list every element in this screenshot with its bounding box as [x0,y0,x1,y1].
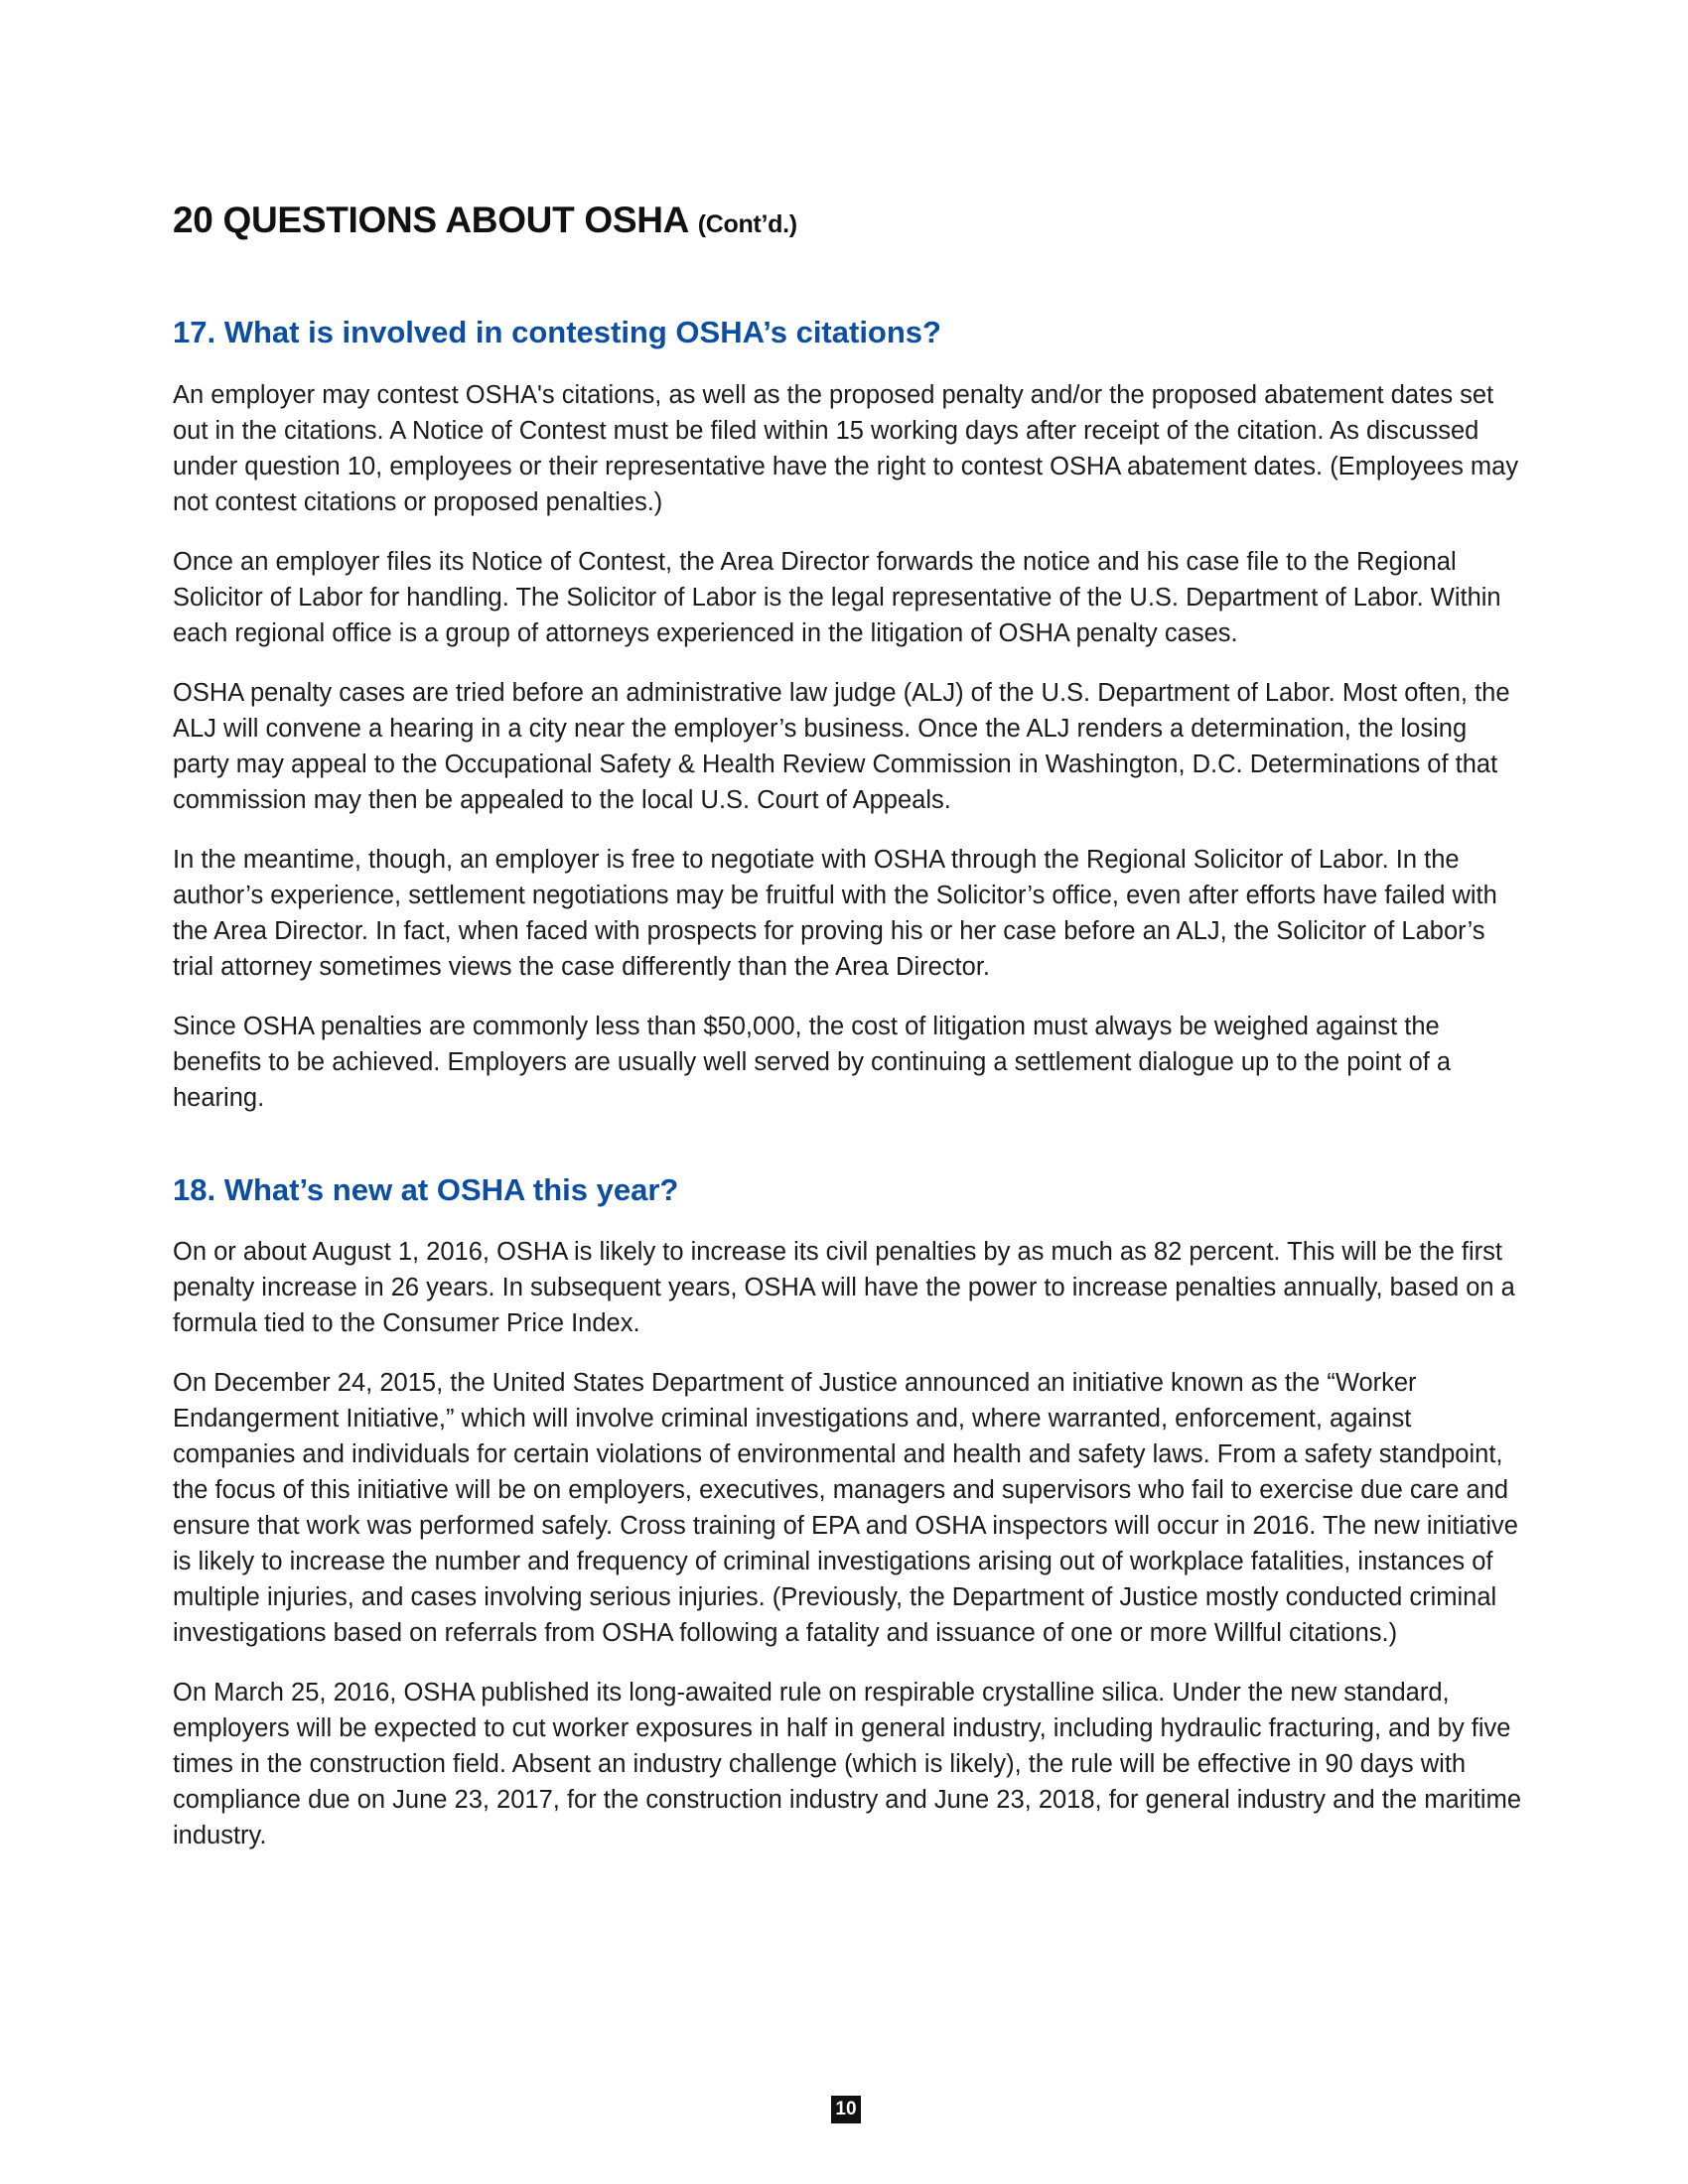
question-17-paragraph-4: In the meantime, though, an employer is free to negotiate with OSHA through the Regional Solicitor of Labor. In the author’s experience, settlement negotiations may be fruitful with the Solicitor’s office, even after efforts have failed with the Area Director. In fact, when faced with prospects for proving his or her case before an ALJ, the Solicitor of Labor’s trial attorney sometimes views the case differently than the Area Director. [173,845,1497,981]
question-17-paragraph-5: Since OSHA penalties are commonly less than $50,000, the cost of litigation must always be weighed against the benefits to be achieved. Employers are usually well served by continuing a settlement dialogue up to the point of a hearing. [173,1012,1452,1112]
question-18-paragraph-3: On March 25, 2016, OSHA published its long-awaited rule on respirable crystalline silica. Under the new standard, employers will be expected to cut worker exposures in half in general industry, including hydraulic fracturing, and by five times in the construction field. Absent an industry challenge (which is likely), the rule will be effective in 90 days with compliance due on June 23, 2017, for the construction industry and June 23, 2018, for general industry and the maritime industry. [173,1678,1521,1849]
question-18-paragraph-2: On December 24, 2015, the United States Department of Justice announced an initiative known as the “Worker Endangerment Initiative,” which will involve criminal investigations and, where warranted, enforcement, against companies and individuals for certain violations of environmental and health and safety laws. From a safety standpoint, the focus of this initiative will be on employers, executives, managers and supervisors who fail to exercise due care and ensure that work was performed safely. Cross training of EPA and OSHA inspectors will occur in 2016. The new initiative is likely to increase the number and frequency of criminal investigations arising out of workplace fatalities, instances of multiple injuries, and cases involving serious injuries. (Previously, the Department of Justice mostly conducted criminal investigations based on referrals from OSHA following a fatality and issuance of one or more Willful citations.) [173,1368,1518,1647]
page-content [173,199,1523,1877]
question-17-paragraph-1: An employer may contest OSHA's citations, as well as the proposed penalty and/or the proposed abatement dates set out in the citations. A Notice of Contest must be filed within 15 working days after receipt of the citation. As discussed under question 10, employees or their representative have the right to contest OSHA abatement dates. (Employees may not contest citations or proposed penalties.) [173,380,1519,516]
question-17-heading: 17. What is involved in contesting OSHA’s citations? [173,315,941,350]
question-17-paragraph-3: OSHA penalty cases are tried before an administrative law judge (ALJ) of the U.S. Department of Labor. Most often, the ALJ will convene a hearing in a city near the employer’s business. Once the ALJ renders a determination, the losing party may appeal to the Occupational Safety & Health Review Commission in Washington, D.C. Determinations of that commission may then be appealed to the local U.S. Court of Appeals. [173,678,1510,814]
question-18-section [173,1171,1523,1853]
question-17-section [173,314,1523,1115]
page-title-text: 20 QUESTIONS ABOUT OSHA [173,200,688,240]
page-number-badge: 10 [831,2096,861,2123]
question-18-paragraph-1: On or about August 1, 2016, OSHA is likely to increase its civil penalties by as much as 82 percent. This will be the first penalty increase in 26 years. In subsequent years, OSHA will have the power to increase penalties annually, based on a formula tied to the Consumer Price Index. [173,1237,1515,1337]
page-title-suffix: (Cont’d.) [697,210,797,238]
question-17-paragraph-2: Once an employer files its Notice of Contest, the Area Director forwards the notice and his case file to the Regional Solicitor of Labor for handling. The Solicitor of Labor is the legal representative of the U.S. Department of Labor. Within each regional office is a group of attorneys experienced in the litigation of OSHA penalty cases. [173,547,1501,647]
page-title [173,199,1523,242]
question-18-heading: 18. What’s new at OSHA this year? [173,1171,679,1207]
